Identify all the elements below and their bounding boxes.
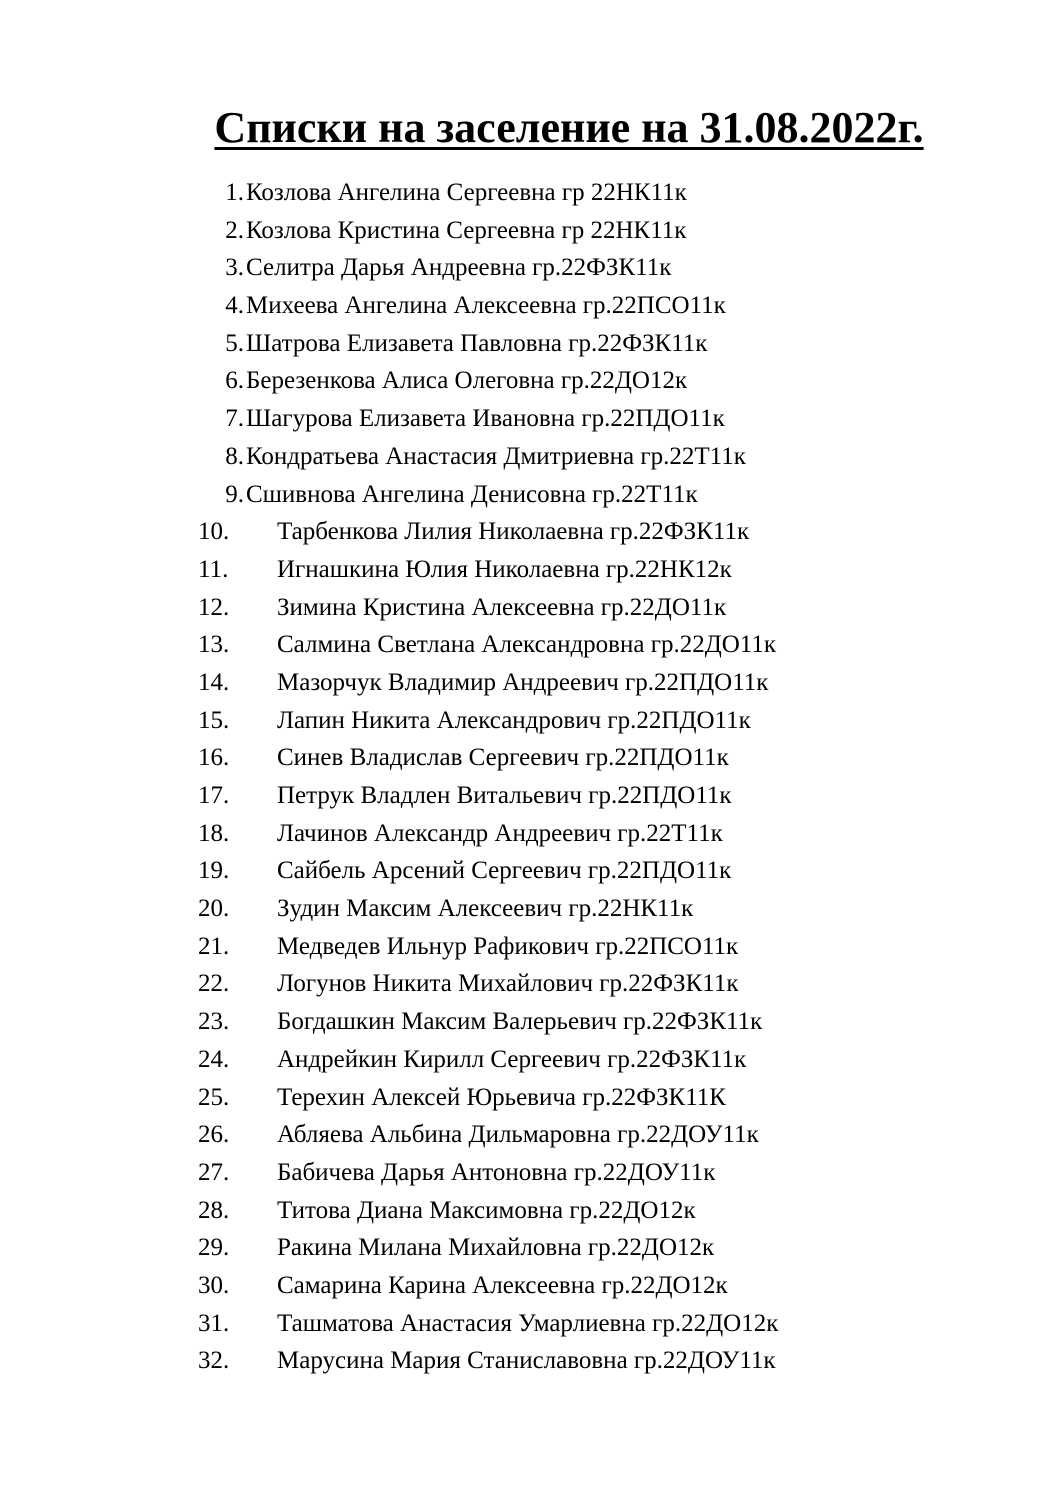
list-item xyxy=(0,1305,1000,1343)
list-item xyxy=(0,1154,1000,1192)
item-text: Ракина Милана Михайловна гр.22ДО12к xyxy=(277,1234,715,1262)
item-number: 7. xyxy=(225,405,244,433)
item-text: Абляева Альбина Дильмаровна гр.22ДОУ11к xyxy=(277,1121,759,1149)
item-number: 4. xyxy=(225,292,244,320)
item-number: 13. xyxy=(198,631,230,659)
item-number: 32. xyxy=(198,1347,230,1375)
item-text: Кондратьева Анастасия Дмитриевна гр.22Т11к xyxy=(246,442,746,470)
item-text: Марусина Мария Станиславовна гр.22ДОУ11к xyxy=(277,1347,776,1375)
item-text: Бабичева Дарья Антоновна гр.22ДОУ11к xyxy=(277,1158,716,1186)
list-item xyxy=(0,551,1000,589)
item-number: 22. xyxy=(198,970,230,998)
item-number: 10. xyxy=(198,518,230,546)
item-text: Михеева Ангелина Алексеевна гр.22ПСО11к xyxy=(246,292,726,320)
item-text: Зудин Максим Алексеевич гр.22НК11к xyxy=(277,895,694,923)
item-text: Шагурова Елизавета Ивановна гр.22ПДО11к xyxy=(246,405,725,433)
list-item xyxy=(0,400,1000,438)
item-number: 28. xyxy=(198,1196,230,1224)
item-text: Тарбенкова Лилия Николаевна гр.22ФЗК11к xyxy=(277,518,750,546)
item-number: 1. xyxy=(225,179,244,206)
list-item xyxy=(0,1192,1000,1230)
item-text: Мазорчук Владимир Андреевич гр.22ПДО11к xyxy=(277,668,769,696)
item-text: Шатрова Елизавета Павловна гр.22ФЗК11к xyxy=(246,329,708,357)
item-text: Козлова Кристина Сергеевна гр 22НК11к xyxy=(246,216,687,244)
list-item xyxy=(0,589,1000,627)
item-text: Синев Владислав Сергеевич гр.22ПДО11к xyxy=(277,744,729,772)
item-text: Лапин Никита Александрович гр.22ПДО11к xyxy=(277,706,751,734)
item-number: 12. xyxy=(198,593,230,621)
item-text: Зимина Кристина Алексеевна гр.22ДО11к xyxy=(277,593,727,621)
item-number: 15. xyxy=(198,706,230,734)
document-title: Списки на заселение на 31.08.2022г. xyxy=(214,103,924,152)
item-number: 27. xyxy=(198,1158,230,1186)
list-item xyxy=(0,777,1000,815)
list-item xyxy=(0,212,1000,250)
item-text: Козлова Ангелина Сергеевна гр 22НК11к xyxy=(246,179,687,206)
item-number: 23. xyxy=(198,1008,230,1036)
list-item xyxy=(0,1041,1000,1079)
item-number: 25. xyxy=(198,1083,230,1111)
list-item xyxy=(0,1116,1000,1154)
item-number: 21. xyxy=(198,932,230,960)
item-text: Петрук Владлен Витальевич гр.22ПДО11к xyxy=(277,782,732,809)
item-number: 16. xyxy=(198,744,230,772)
list-item xyxy=(0,928,1000,966)
item-text: Андрейкин Кирилл Сергеевич гр.22ФЗК11к xyxy=(277,1045,747,1073)
item-number: 26. xyxy=(198,1121,230,1149)
list-item xyxy=(0,174,1000,212)
list-item xyxy=(0,476,1000,514)
item-text: Сшивнова Ангелина Денисовна гр.22Т11к xyxy=(246,480,698,508)
item-number: 24. xyxy=(198,1045,230,1073)
item-number: 30. xyxy=(198,1271,230,1299)
item-text: Селитра Дарья Андреевна гр.22ФЗК11к xyxy=(246,254,672,282)
item-number: 20. xyxy=(198,895,230,923)
list-item xyxy=(0,1229,1000,1267)
list-item xyxy=(0,815,1000,853)
item-number: 11. xyxy=(198,555,229,583)
list-item xyxy=(0,325,1000,363)
item-number: 8. xyxy=(225,442,244,470)
item-number: 9. xyxy=(225,480,244,508)
list-item xyxy=(0,249,1000,287)
item-text: Богдашкин Максим Валерьевич гр.22ФЗК11к xyxy=(277,1008,763,1036)
item-number: 2. xyxy=(225,216,244,244)
list-item xyxy=(0,890,1000,928)
list-item xyxy=(0,664,1000,702)
item-number: 6. xyxy=(225,367,244,395)
list-item xyxy=(0,702,1000,740)
item-text: Самарина Карина Алексеевна гр.22ДО12к xyxy=(277,1271,728,1299)
item-number: 19. xyxy=(198,857,230,885)
item-text: Сайбель Арсений Сергеевич гр.22ПДО11к xyxy=(277,857,732,885)
residents-list xyxy=(0,174,1000,1380)
list-item xyxy=(0,739,1000,777)
list-item xyxy=(0,965,1000,1003)
list-item xyxy=(0,626,1000,664)
item-text: Ташматова Анастасия Умарлиевна гр.22ДО12к xyxy=(277,1309,779,1337)
list-item xyxy=(0,852,1000,890)
list-item xyxy=(0,1342,1000,1380)
item-text: Игнашкина Юлия Николаевна гр.22НК12к xyxy=(277,555,732,583)
list-item xyxy=(0,1079,1000,1117)
list-item xyxy=(0,513,1000,551)
item-text: Салмина Светлана Александровна гр.22ДО11к xyxy=(277,631,777,659)
item-text: Титова Диана Максимовна гр.22ДО12к xyxy=(277,1196,696,1224)
item-number: 3. xyxy=(225,254,244,282)
list-item xyxy=(0,1003,1000,1041)
item-number: 29. xyxy=(198,1234,230,1262)
item-text: Березенкова Алиса Олеговна гр.22ДО12к xyxy=(246,367,688,395)
item-number: 14. xyxy=(198,668,230,696)
list-item xyxy=(0,362,1000,400)
item-text: Лачинов Александр Андреевич гр.22Т11к xyxy=(277,819,723,847)
item-text: Терехин Алексей Юрьевича гр.22ФЗК11К xyxy=(277,1083,726,1111)
item-text: Логунов Никита Михайлович гр.22ФЗК11к xyxy=(277,970,739,998)
item-number: 18. xyxy=(198,819,230,847)
list-item xyxy=(0,438,1000,476)
item-text: Медведев Ильнур Рафикович гр.22ПСО11к xyxy=(277,932,739,960)
item-number: 31. xyxy=(198,1309,230,1337)
item-number: 5. xyxy=(225,329,244,357)
list-item xyxy=(0,1267,1000,1305)
list-item xyxy=(0,287,1000,325)
item-number: 17. xyxy=(198,782,230,809)
